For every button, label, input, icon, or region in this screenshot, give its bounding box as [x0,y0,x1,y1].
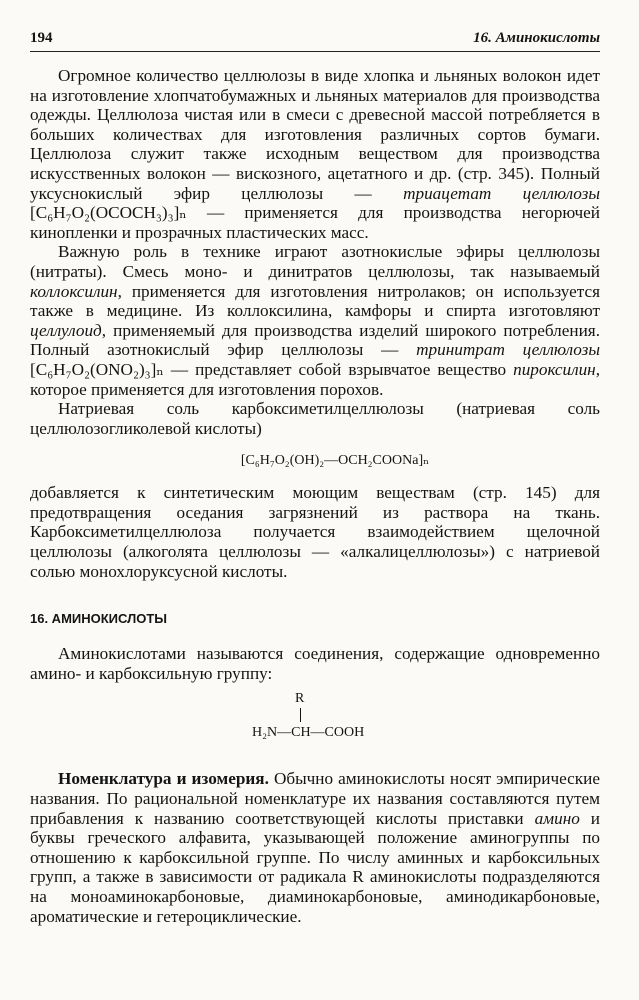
page-number: 194 [30,30,53,46]
runin-heading: Номенклатура и изомерия. [58,769,269,789]
text-run: Важную роль в технике играют азотнокислые эфиры целлюлозы (нитраты). Смесь моно- и динитратов целлюлозы, так называемый [30,242,600,281]
paragraph-cellulose-uses [30,66,600,242]
bond-line [300,708,301,722]
term-trinitrate: тринитрат целлюлозы [416,340,600,360]
formula-cmc: [C₆H₇O₂(OH)₂—OCH₂COONa]ₙ [240,453,430,469]
page-header [30,30,600,52]
paragraph-nitrates [30,242,600,399]
term-celluloid: целлулоид [30,320,102,340]
text-run: — применяется для производства негорючей кинопленки и прозрачных пластических масс. [30,203,600,242]
amino-acid-structure [30,689,600,759]
paragraph-amino-definition: Аминокислотами называются соединения, содержащие одновременно амино- и карбоксильную группу: [30,644,600,683]
formula-triacetate: [C₆H₇O₂(OCOCH₃)₃]ₙ [30,203,187,223]
term-triacetate: триацетат целлюлозы [403,183,600,203]
paragraph-cmc: Натриевая соль карбоксиметилцеллюлозы (натриевая соль целлюлозогликолевой кислоты) [30,399,600,438]
running-title: 16. Аминокислоты [473,30,600,46]
amino-chain: H₂N—CH—COOH [252,725,365,741]
text-run: Обычно аминокислоты носят эмпирические названия. По рациональной номенклатуре их названия составляются путем прибавления к названию соответствующей кислоты приставки [30,769,600,828]
formula-trinitrate: [C₆H₇O₂(ONO₂)₃]ₙ [30,359,164,379]
term-colloxylin: коллоксилин [30,281,118,301]
paragraph-nomenclature [30,769,600,926]
text-run: — представляет собой взрывчатое вещество [163,359,514,379]
term-amino: амино [534,808,580,828]
text-run: Огромное количество целлюлозы в виде хлопка и льняных волокон идет на изготовление хлопчатобумажных и льняных материалов для производства одежды. Целлюлоза чистая или в смеси с древесной массой потребляется в больших количествах для изготовления различных сортов бумаги. Целлюлоза служит также исходным веществом для производства искусственных волокон — вискозного, ацетатного и др. (стр. 345). Полный уксуснокислый эфир целлюлозы — [30,66,600,203]
text-run: , применяемый для производства изделий широкого потребления. Полный азотнокислый эфир целлюлозы — [30,320,600,360]
paragraph-cmc-use: добавляется к синтетическим моющим веществам (стр. 145) для предотвращения оседания загрязнений из раствора на ткань. Карбоксиметилцеллюлоза получается взаимодействием щелочной целлюлозы (алкоголята целлюлозы — «алкалицеллюлозы») с натриевой солью монохлоруксусной кислоты. [30,483,600,581]
text-run: , которое применяется для изготовления порохов. [30,359,600,399]
text-run: , применяется для изготовления нитролаков; он используется также в медицине. Из коллоксилина, камфоры и спирта изготовляют [30,281,600,321]
term-pyroxylin: пироксилин [513,359,596,379]
section-heading: 16. АМИНОКИСЛОТЫ [30,611,167,627]
book-page [30,30,600,926]
text-run: и буквы греческого алфавита, указывающей положение аминогруппы по отношению к карбоксильной группе. По числу аминных и карбоксильных групп, а также в зависимости от радикала R аминокислоты подразделяются на моноаминокарбоновые, диаминокарбоновые, аминодикарбоновые, ароматические и гетероциклические. [30,808,600,926]
radical-label: R [295,691,305,707]
